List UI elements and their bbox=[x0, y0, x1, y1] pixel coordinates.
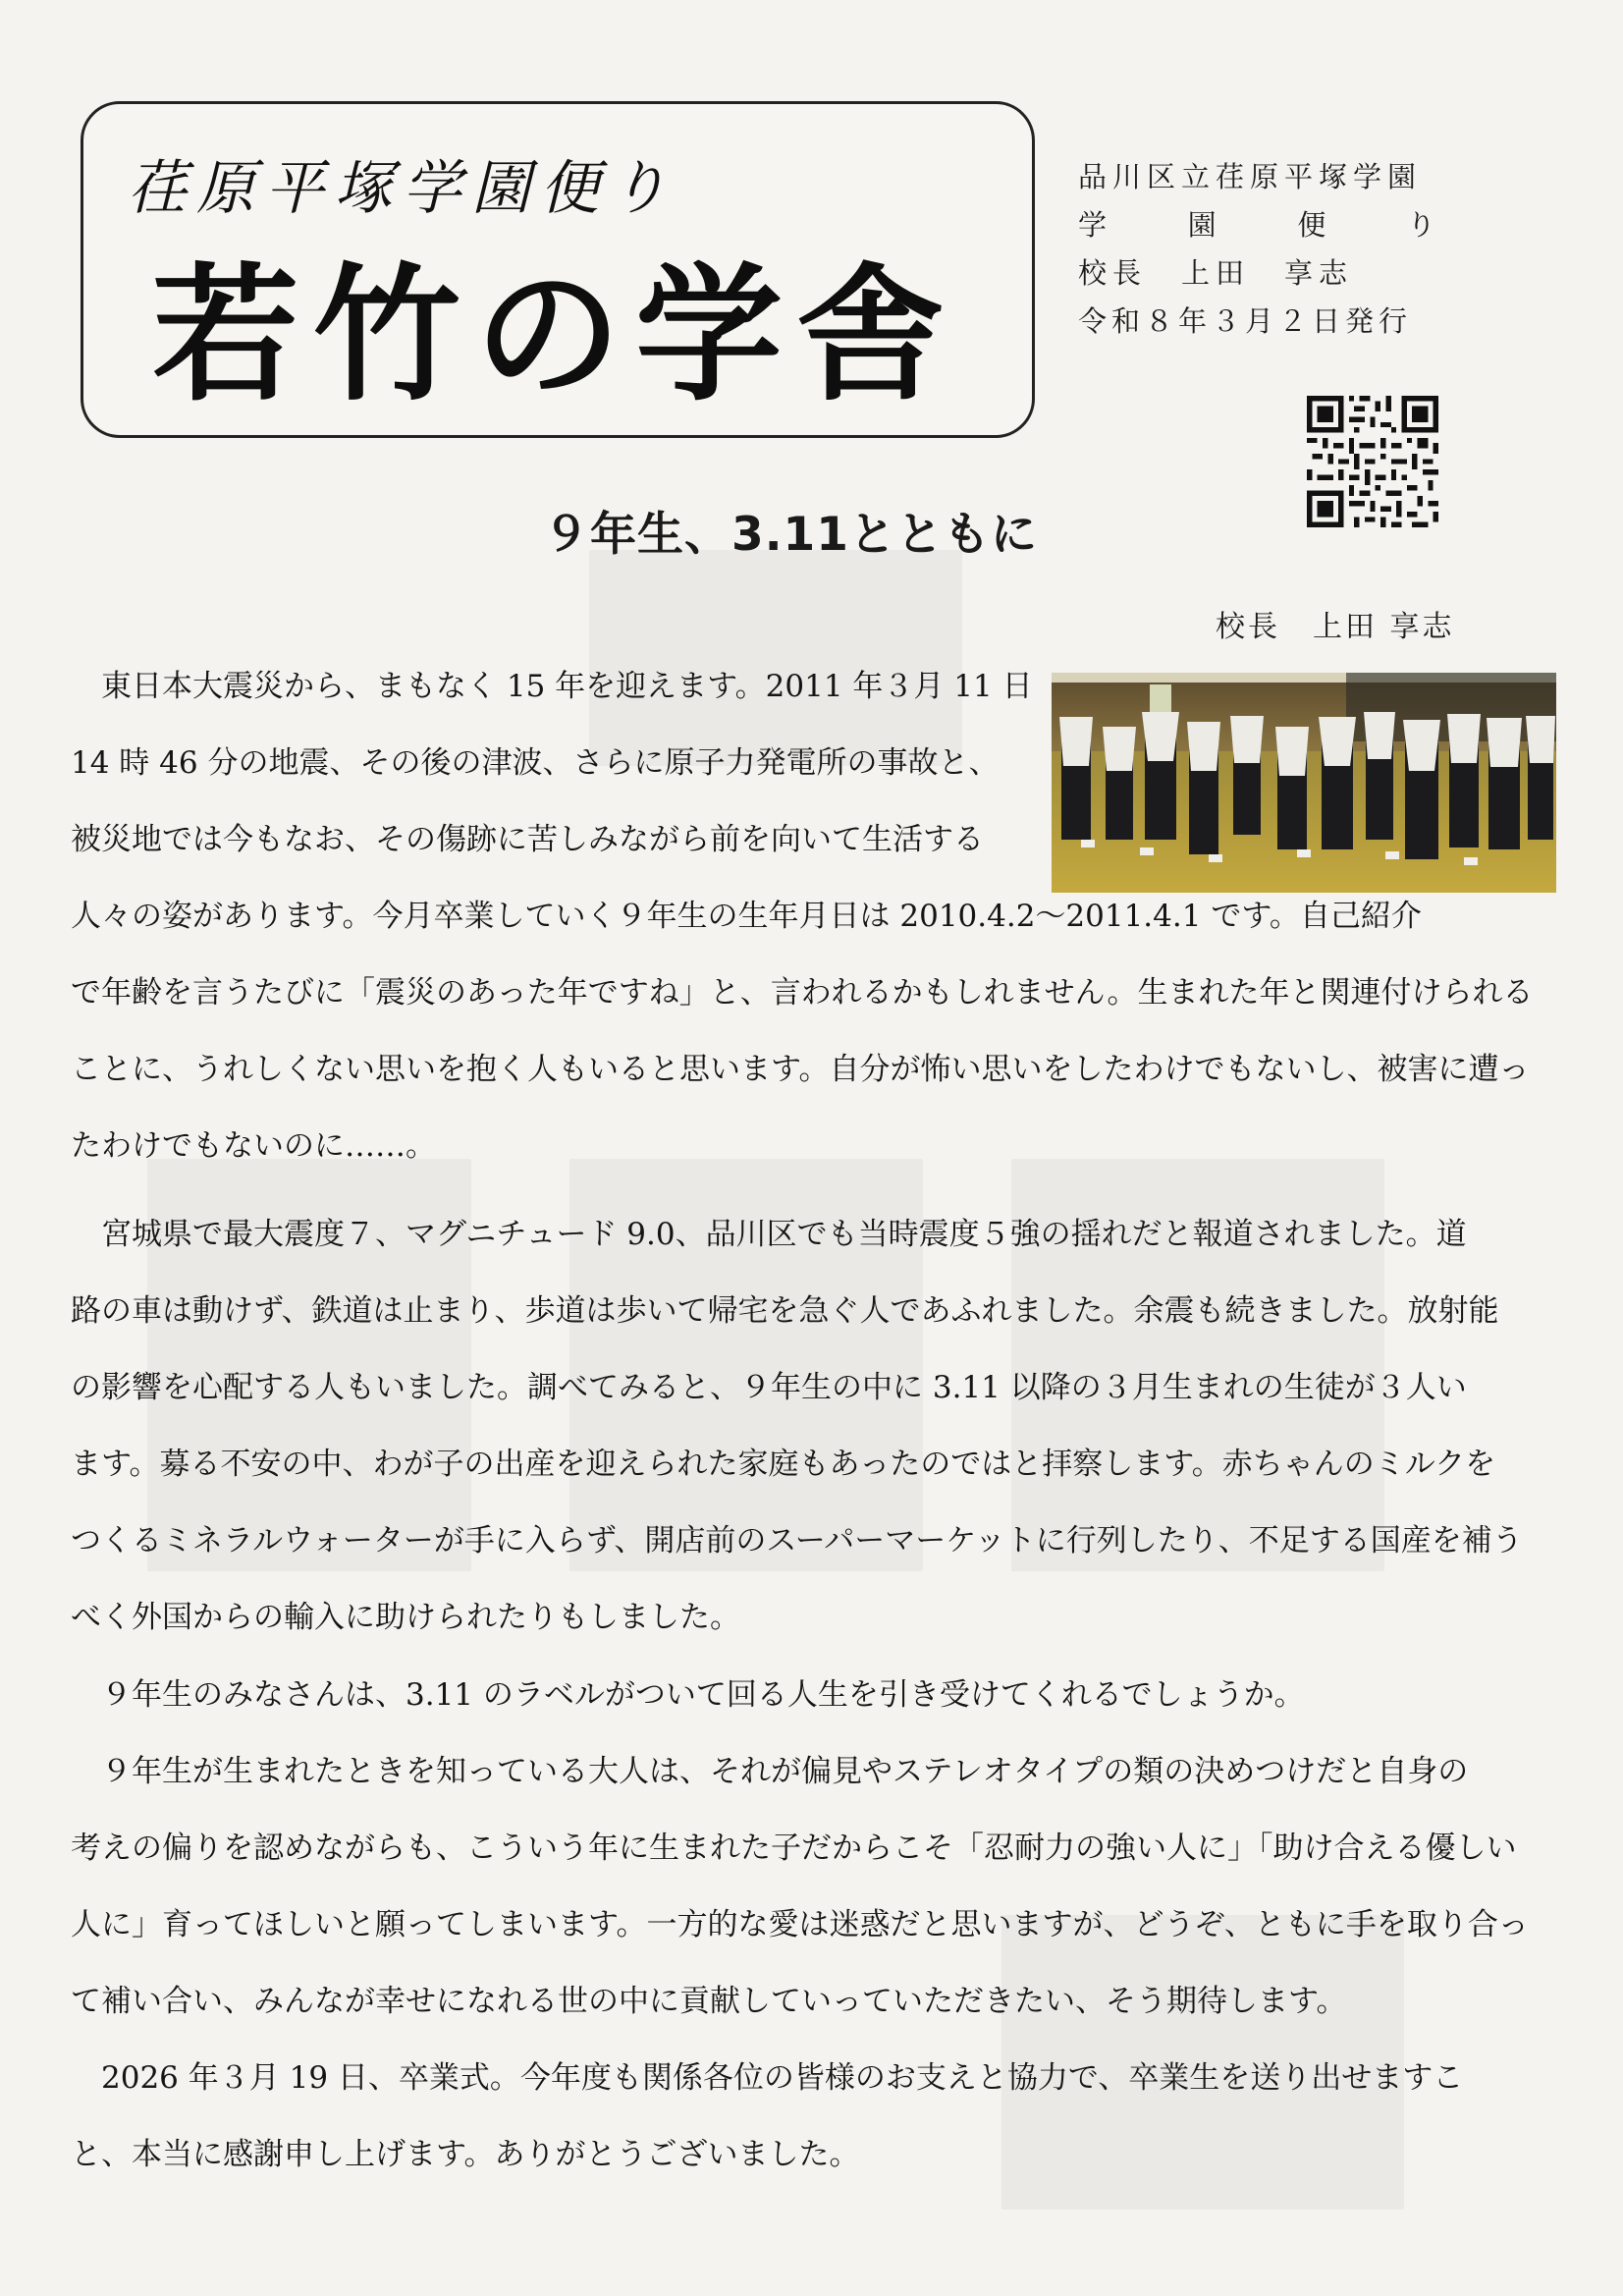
text-line: と、本当に感謝申し上げます。ありがとうございました。 bbox=[71, 2137, 860, 2172]
text-line: 路の車は動けず、鉄道は止まり、歩道は歩いて帰宅を急ぐ人であふれました。余震も続きました。放射能 bbox=[71, 1293, 1499, 1329]
text-line: で年齢を言うたびに「震災のあった年ですね」と、言われるかもしれません。生まれた年と関連付けられる bbox=[71, 975, 1534, 1011]
text-line: 宮城県で最大震度７、マグニチュード 9.0、品川区でも当時震度５強の揺れだと報道されました。道 bbox=[71, 1217, 1467, 1252]
article-headline: ９年生、3.11とともに bbox=[543, 508, 1038, 562]
text-line: 考えの偏りを認めながらも、こういう年に生まれた子だからこそ「忍耐力の強い人に」「助け合える優しい bbox=[71, 1831, 1517, 1866]
text-line: の影響を心配する人もいました。調べてみると、９年生の中に 3.11 以降の３月生まれの生徒が３人い bbox=[71, 1370, 1467, 1405]
text-line: て補い合い、みんなが幸せになれる世の中に貢献していっていただきたい、そう期待します。 bbox=[71, 1984, 1347, 2019]
issue-info bbox=[1078, 153, 1435, 346]
text-line: 人に」育ってほしいと願ってしまいます。一方的な愛は迷惑だと思いますが、どうぞ、ともに手を取り合っ bbox=[71, 1907, 1529, 1942]
masthead-subtitle: 荏原平塚学園便り bbox=[128, 154, 677, 223]
paragraph-1 bbox=[71, 648, 1534, 1184]
text-line: たわけでもないのに……。 bbox=[71, 1128, 436, 1164]
text-line: 東日本大震災から、まもなく 15 年を迎えます。2011 年３月 11 日 bbox=[71, 669, 1033, 704]
text-line: ます。募る不安の中、わが子の出産を迎えられた家庭もあったのではと拝察します。赤ちゃんのミルクを bbox=[71, 1447, 1496, 1482]
issue-date: 令和８年３月２日発行 bbox=[1078, 304, 1413, 338]
principal-line bbox=[1078, 249, 1435, 298]
principal-name: 上田 享志 bbox=[1181, 256, 1354, 290]
text-line: ９年生が生まれたときを知っている大人は、それが偏見やステレオタイプの類の決めつけだと自身の bbox=[71, 1754, 1469, 1789]
article-byline: 校長 上田 享志 bbox=[1216, 610, 1455, 644]
newsletter-char: 学 bbox=[1078, 208, 1108, 242]
text-line: 被災地では今もなお、その傷跡に苦しみながら前を向いて生活する bbox=[71, 822, 984, 857]
school-name: 品川区立荏原平塚学園 bbox=[1078, 160, 1423, 193]
paragraph-2 bbox=[71, 1196, 1523, 1656]
newsletter-char: り bbox=[1406, 208, 1435, 242]
text-line: ９年生のみなさんは、3.11 のラベルがついて回る人生を引き受けてくれるでしょうか。 bbox=[71, 1677, 1305, 1713]
paragraph-3 bbox=[71, 1657, 1305, 1733]
text-line: 14 時 46 分の地震、その後の津波、さらに原子力発電所の事故と、 bbox=[71, 745, 1000, 781]
paragraph-5 bbox=[71, 2040, 1463, 2193]
text-line: べく外国からの輸入に助けられたりもしました。 bbox=[71, 1600, 740, 1635]
masthead-box bbox=[81, 101, 1035, 438]
text-line: 2026 年３月 19 日、卒業式。今年度も関係各位の皆様のお支えと協力で、卒業生を送り出せますこ bbox=[71, 2060, 1464, 2096]
newsletter-label bbox=[1078, 201, 1435, 249]
principal-role: 校長 bbox=[1078, 256, 1148, 290]
text-line: ことに、うれしくない思いを抱く人もいると思います。自分が怖い思いをしたわけでもないし、被害に遭っ bbox=[71, 1052, 1530, 1087]
text-line: 人々の姿があります。今月卒業していく９年生の生年月日は 2010.4.2～2011.4.1 です。自己紹介 bbox=[71, 899, 1422, 934]
newsletter-char: 便 bbox=[1297, 208, 1326, 242]
text-line: つくるミネラルウォーターが手に入らず、開店前のスーパーマーケットに行列したり、不足する国産を補う bbox=[71, 1523, 1523, 1558]
paragraph-4 bbox=[71, 1733, 1529, 2040]
masthead-title: 若竹の学舎 bbox=[152, 248, 958, 421]
newsletter-char: 園 bbox=[1187, 208, 1217, 242]
qr-code-icon[interactable] bbox=[1307, 396, 1438, 527]
